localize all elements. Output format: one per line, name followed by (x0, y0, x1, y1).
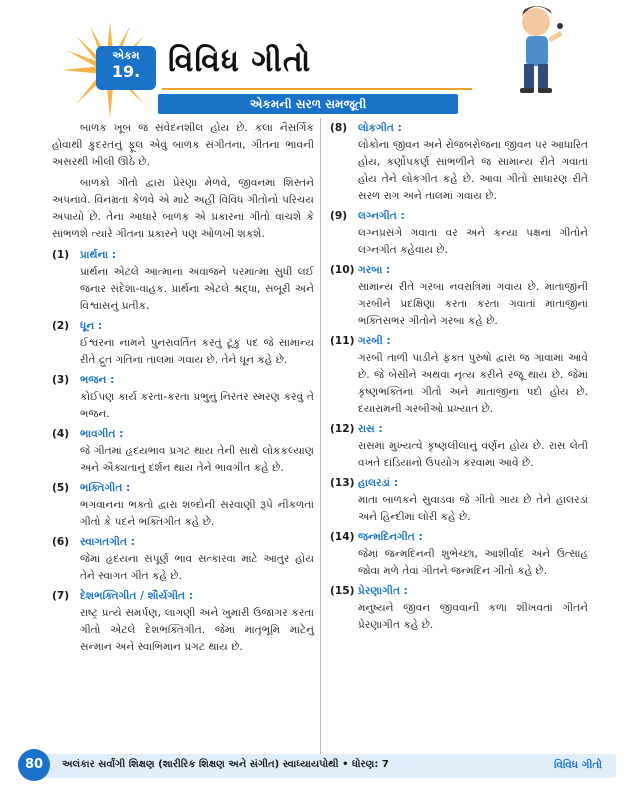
item-heading (52, 534, 314, 551)
item-title: લગ્નગીત : (358, 210, 405, 222)
item-title: હાલરડાં : (358, 477, 398, 489)
list-item (52, 247, 314, 315)
title-underline (162, 88, 472, 90)
list-item (52, 426, 314, 477)
item-number: (13) (330, 477, 355, 489)
item-body: ગરબી તાળી પાડીને ફક્ત પુરુષો દ્વારા જ ગાવામાં આવે છે. જે બેસીને અથવા નૃત્ય કરીને રજૂ થાય છે. જેમાં કૃષ્ણભક્તિનાં ગીતો અને માતાજીનાં પદો હોય છે. દયારામની ગરબીઓ પ્રખ્યાત છે. (358, 352, 588, 415)
list-item (330, 529, 588, 580)
list-item (52, 534, 314, 585)
item-body: કોઈપણ કાર્ય કરતા-કરતા પ્રભુનું નિરંતર સ્મરણ કરવું તે ભજન. (80, 391, 314, 420)
item-title: લોકગીત : (358, 122, 402, 134)
item-title: ભાવગીત : (80, 428, 124, 440)
intro-paragraph: બાળકો ગીતો દ્વારા પ્રેરણા મેળવે, જીવનમાં શિસ્તને અપનાવે. વિનમ્રતા કેળવે એ માટે અહીં વિવિધ ગીતોનો પરિચય અપાયો છે. તેના આધારે બાળક એ પ્રકારનાં ગીતો વાંચશે કે સાંભળશે ત્યારે ગીતના પ્રકારને પણ ઓળખી શકશે. (52, 177, 314, 240)
page-title: વિવિધ ગીતો (168, 44, 312, 79)
item-heading (52, 426, 314, 443)
list-item (52, 372, 314, 423)
item-heading (330, 475, 588, 492)
item-number: (8) (330, 122, 348, 134)
list-item (330, 333, 588, 418)
section-banner: એકમની સરળ સમજૂતી (158, 94, 458, 114)
item-number: (10) (330, 264, 355, 276)
page-footer (26, 754, 616, 778)
item-number: (9) (330, 210, 348, 222)
item-body: પ્રાર્થના એટલે આત્માના અવાજને પરમાત્મા સુધી લઈ જનાર સંદેશા-વાહક. પ્રાર્થના એટલે શ્રદ્ધા, સબૂરી અને વિશ્વાસનું પ્રતીક. (80, 266, 314, 312)
page-number: 80 (18, 749, 50, 781)
list-item (330, 262, 588, 330)
item-heading (330, 120, 588, 137)
item-body: જે ગીતમાં હૃદયભાવ પ્રગટ થાય તેની સાથે લોકકલ્યાણ અને ઐક્યતાનું દર્શન થાય તેને ભાવગીત કહે છે. (80, 445, 314, 474)
item-body: લગ્નપ્રસંગે ગવાતાં વર અને કન્યા પક્ષનાં ગીતોને લગ્નગીત કહેવાય છે. (358, 227, 588, 256)
item-heading (330, 333, 588, 350)
item-body: સામાન્ય રીતે ગરબા નવરાત્રિમાં ગવાય છે. માતાજીની ગરબીને પ્રદક્ષિણા કરતા કરતા ગવાતાં માતાજીનાં ભક્તિસભર ગીતોને ગરબા કહે છે. (358, 281, 588, 327)
item-body: રાષ્ટ્ર પ્રત્યે સમર્પણ, લાગણી અને ખુમારી ઉજાગર કરતા ગીતો એટલે દેશભક્તિગીત. જેમાં માતૃભૂમિ માટેનું સન્માન અને સ્વાભિમાન પ્રગટ થાય છે. (80, 607, 314, 653)
page-header (0, 0, 629, 111)
list-item (52, 480, 314, 531)
column-divider (320, 118, 321, 756)
item-heading (52, 372, 314, 389)
list-item (52, 318, 314, 369)
unit-badge (96, 46, 156, 90)
item-number: (14) (330, 531, 355, 543)
item-body: માતા બાળકને સુવાડવા જે ગીતો ગાય છે તેને હાલરડાં અને હિન્દીમાં લોરી કહે છે. (358, 494, 588, 523)
item-number: (2) (52, 320, 70, 332)
list-item (330, 421, 588, 472)
item-heading (52, 318, 314, 335)
item-title: ગરબી : (358, 335, 391, 347)
item-title: રાસ : (358, 423, 383, 435)
list-item (330, 120, 588, 205)
item-heading (330, 583, 588, 600)
item-heading (330, 208, 588, 225)
item-body: જેમાં જન્મદિનની શુભેચ્છા, આશીર્વાદ અને ઉત્સાહ જોવા મળે તેવાં ગીતને જન્મદિન ગીતો કહે છે. (358, 548, 588, 577)
footer-chapter-title: વિવિધ ગીતો (553, 759, 602, 771)
item-body: રાસમાં મુખ્યત્વે કૃષ્ણલીલાનું વર્ણન હોય છે. રાસ લેતી વખતે દાંડિયાનો ઉપયોગ કરવામાં આવે છે. (358, 440, 588, 469)
item-title: જન્મદિનગીત : (358, 531, 423, 543)
item-heading (52, 480, 314, 497)
intro-paragraph: બાળક ખૂબ જ સંવેદનશીલ હોય છે. કલા નૈસર્ગિક હોવાથી કુદરતનું ફૂલ એવું બાળક સંગીતના, ગીતના ભાવની અસરથી ખીલી ઊઠે છે. (52, 122, 314, 168)
item-number: (4) (52, 428, 70, 440)
list-item (330, 208, 588, 259)
item-number: (15) (330, 585, 355, 597)
item-title: પ્રાર્થના : (80, 249, 117, 261)
left-column (52, 120, 314, 659)
item-heading (52, 588, 314, 605)
item-title: ગરબા : (358, 264, 391, 276)
item-body: લોકોના જીવન અને રોજબરોજના જીવન પર આધારિત હોય, કર્ણોપકર્ણ સાંભળીને જ સામાન્ય રીતે ગવાતાં હોય તેને લોકગીત કહે છે. આવાં ગીતો સાધારણ રીતે સરળ રાગ અને તાલમાં ગવાય છે. (358, 139, 588, 202)
item-heading (330, 421, 588, 438)
item-title: સ્વાગતગીત : (80, 536, 135, 548)
item-heading (330, 262, 588, 279)
item-heading (330, 529, 588, 546)
item-title: પ્રેરણાગીત : (358, 585, 408, 597)
unit-label: એકમ (112, 49, 140, 62)
singer-illustration (506, 2, 578, 96)
list-item (330, 583, 588, 634)
item-title: ધૂન : (80, 320, 103, 332)
item-title: ભક્તિગીત : (80, 482, 131, 494)
right-column (330, 120, 588, 637)
item-heading (52, 247, 314, 264)
item-number: (5) (52, 482, 70, 494)
footer-book-title: અલંકાર સર્વાંગી શિક્ષણ (શારીરિક શિક્ષણ અને સંગીત) સ્વાધ્યાયપોથી • ધોરણ: 7 (62, 759, 389, 770)
list-item (52, 588, 314, 656)
item-body: મનુષ્યને જીવન જીવવાની કળા શીખવતાં ગીતને પ્રેરણાગીત કહે છે. (358, 602, 588, 631)
item-number: (11) (330, 335, 355, 347)
item-number: (6) (52, 536, 70, 548)
item-body: ભગવાનના ભક્તો દ્વારા શબ્દોની સરવાણી રૂપે નીકળતાં ગીતો કે પદને ભક્તિગીત કહે છે. (80, 499, 314, 528)
item-number: (1) (52, 249, 70, 261)
unit-number: 19. (111, 62, 141, 81)
item-body: ઈશ્વરના નામને પુનરાવર્તિત કરતું ટૂંકું પદ જે સામાન્ય રીતે દ્રુત ગતિના તાલમાં ગવાય છે. તેને ધૂન કહે છે. (80, 337, 314, 366)
item-number: (3) (52, 374, 70, 386)
item-title: ભજન : (80, 374, 115, 386)
item-body: જેમાં હૃદયના સંપૂર્ણ ભાવ સત્કારવા માટે આતુર હોય તેને સ્વાગત ગીત કહે છે. (80, 553, 314, 582)
list-item (330, 475, 588, 526)
item-title: દેશભક્તિગીત / શૌર્યગીત : (80, 590, 193, 602)
item-number: (7) (52, 590, 70, 602)
item-number: (12) (330, 423, 355, 435)
